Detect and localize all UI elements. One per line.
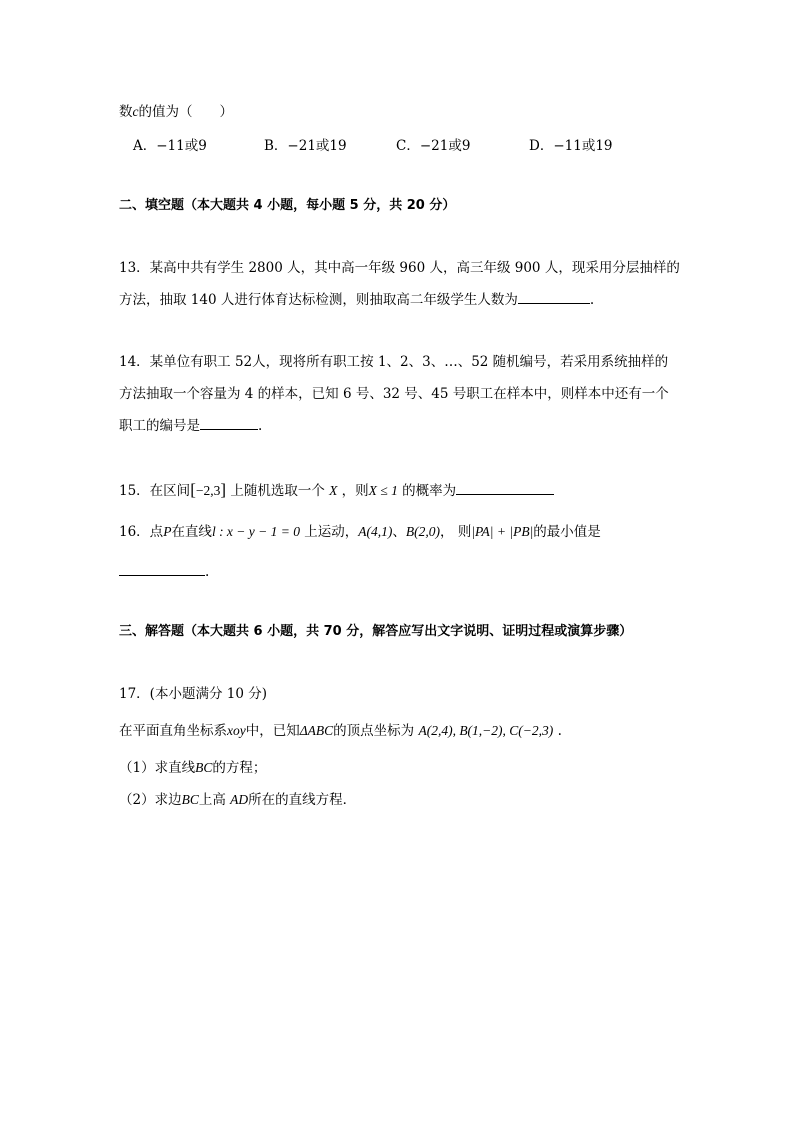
q12-option-b: B．−21或19 xyxy=(264,138,347,154)
q17-xoy: xoy xyxy=(227,723,246,738)
q17-coordinates: A(2,4), B(1,−2), C(−2,3) xyxy=(418,723,554,738)
q12-stem-tail xyxy=(119,102,233,122)
q16-expression: |PA| + |PB| xyxy=(471,524,534,539)
answer-blank[interactable] xyxy=(119,561,205,576)
q17-part2: （2）求边BC上高 AD所在的直线方程． xyxy=(119,792,357,808)
q16-point-a: A(4,1) xyxy=(358,524,393,539)
q15-line: 15．在区间[−2,3] 上随机选取一个 X ，则X ≤ 1 的概率为 xyxy=(119,480,554,501)
q15-condition: X ≤ 1 xyxy=(368,483,398,498)
q16-line-equation: l : x − y − 1 = 0 xyxy=(211,524,300,539)
q12-option-a: A．−11或9 xyxy=(133,138,207,154)
q13-line2: 方法，抽取 140 人进行体育达标检测，则抽取高二年级学生人数为 . xyxy=(119,289,594,310)
q14-line2: 方法抽取一个容量为 4 的样本，已知 6 号、32 号、45 号职工在样本中，则样本中还有一个 xyxy=(119,386,669,402)
q16-point-p: P xyxy=(163,524,172,539)
q17-part1: （1）求直线BC的方程； xyxy=(119,760,267,776)
q16-point-b: B(2,0) xyxy=(405,524,441,539)
q12-text: 数 xyxy=(119,104,133,120)
q17-triangle: ΔABC xyxy=(299,723,334,738)
q12-option-c: C．−21或9 xyxy=(396,138,471,154)
answer-blank[interactable] xyxy=(200,415,258,430)
q15-var-x: X xyxy=(329,483,338,498)
q17-title: 17．(本小题满分 10 分) xyxy=(119,686,267,702)
q13-line1: 13．某高中共有学生 2800 人，其中高一年级 960 人，高三年级 900 人，现采用分层抽样的 xyxy=(119,260,680,276)
q14-line1: 14．某单位有职工 52人，现将所有职工按 1、2、3、…、52 随机编号，若采用系统抽样的 xyxy=(119,354,669,370)
section-heading-fill-in: 二、填空题（本大题共 4 小题，每小题 5 分，共 20 分） xyxy=(119,198,456,213)
q16-line2: . xyxy=(119,561,209,582)
section-heading-answer: 三、解答题（本大题共 6 小题，共 70 分，解答应写出文字说明、证明过程或演算步骤） xyxy=(119,624,633,639)
answer-blank[interactable] xyxy=(518,289,590,304)
answer-blank[interactable] xyxy=(456,480,554,495)
q15-interval: [−2,3] xyxy=(190,480,227,499)
q16-line1: 16．点P在直线l : x − y − 1 = 0 上运动，A(4,1)、B(2,0)， 则|PA| + |PB|的最小值是 xyxy=(119,524,601,540)
q12-option-d: D．−11或19 xyxy=(529,138,613,154)
q17-stem: 在平面直角坐标系xoy中，已知ΔABC的顶点坐标为 A(2,4), B(1,−2), C(−2,3) . xyxy=(119,723,562,739)
q12-var-c: c xyxy=(132,104,139,119)
q14-line3: 职工的编号是 . xyxy=(119,415,262,436)
q12-text: 的值为（ ） xyxy=(138,104,233,120)
